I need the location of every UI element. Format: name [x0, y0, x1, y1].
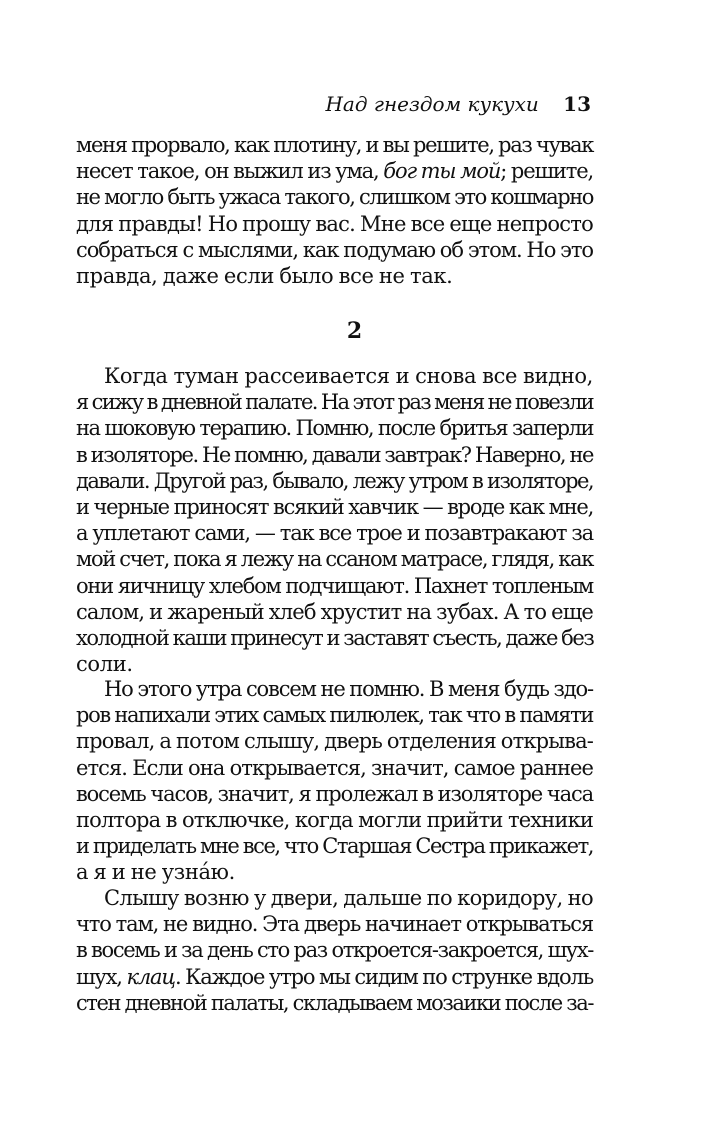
- text-line: ров напихали этих самых пилюлек, так что в памяти: [76, 703, 593, 728]
- top-paragraph: [76, 132, 593, 289]
- text-line: а уплетают сами, — так все трое и позавтракают за: [76, 521, 593, 546]
- text-line: холодной каши принесут и заставят съесть, даже без: [76, 626, 594, 651]
- text-line: в изоляторе. Не помню, давали завтрак? Наверно, не: [76, 442, 593, 467]
- text-line: восемь часов, значит, я пролежал в изоляторе часа: [76, 781, 593, 806]
- text-line: собраться с мыслями, как подумаю об этом. Но это: [76, 237, 593, 262]
- text-line: для правды! Но прошу вас. Мне все еще непросто: [76, 211, 593, 236]
- text-line: не могло быть ужаса такого, слишком это кошмарно: [76, 185, 593, 210]
- text-line: провал, а потом слышу, дверь отделения открыва-: [76, 729, 593, 754]
- page-number: 13: [563, 92, 591, 116]
- text-line: полтора в отключке, когда могли прийти техники: [76, 808, 593, 833]
- italic-word: клац: [126, 964, 175, 989]
- text-run: шух,: [76, 964, 127, 989]
- text-line: Но этого утра совсем не помню. В меня будь здо-: [104, 677, 593, 701]
- text-run: несет такое, он выжил из ума,: [76, 159, 384, 184]
- text-line: салом, и жареный хлеб хрустит на зубах. А то еще: [76, 599, 593, 624]
- running-head: [325, 92, 591, 116]
- text-line: Слышу возню у двери, дальше по коридору, но: [104, 886, 593, 910]
- text-line: стен дневной палаты, складываем мозаики после за-: [76, 990, 593, 1015]
- text-line: давали. Другой раз, бывало, лежу утром в изоляторе,: [76, 468, 593, 493]
- text-line: [76, 964, 593, 990]
- paragraph-2: [76, 676, 593, 886]
- text-line: [76, 158, 593, 184]
- text-line: правда, даже если было все не так.: [76, 264, 453, 289]
- paragraph-1: [76, 363, 593, 677]
- text-run: ; решите,: [500, 159, 593, 184]
- text-line: ется. Если она открывается, значит, самое раннее: [76, 755, 593, 780]
- text-line: соли.: [76, 652, 133, 677]
- text-line: они яичницу хлебом подчищают. Пахнет топленым: [76, 573, 593, 598]
- text-line: мой счет, пока я лежу на ссаном матрасе, глядя, как: [76, 547, 593, 572]
- chapter-number: 2: [346, 318, 363, 344]
- text-line: и черные приносят всякий хавчик — вроде как мне,: [76, 495, 593, 520]
- text-line: я сижу в дневной палате. На этот раз меня не повезли: [76, 390, 593, 415]
- text-line: на шоковую терапию. Помню, после бритья заперли: [76, 416, 593, 441]
- text-line: и приделать мне все, что Старшая Сестра прикажет,: [76, 834, 593, 859]
- italic-phrase: бог ты мой: [383, 159, 501, 184]
- running-title: Над гнездом кукухи: [325, 92, 539, 116]
- text-line: что там, не видно. Эта дверь начинает открываться: [76, 912, 593, 937]
- text-line: в восемь и за день сто раз откроется-закроется, шух-: [76, 938, 593, 963]
- text-line: а я и не узна́ю.: [76, 860, 235, 885]
- paragraph-3: [76, 885, 593, 1016]
- text-line: меня прорвало, как плотину, и вы решите, раз чувак: [76, 133, 593, 157]
- text-line: Когда туман рассеивается и снова все видно,: [104, 364, 593, 388]
- text-run: . Каждое утро мы сидим по струнке вдоль: [174, 964, 593, 989]
